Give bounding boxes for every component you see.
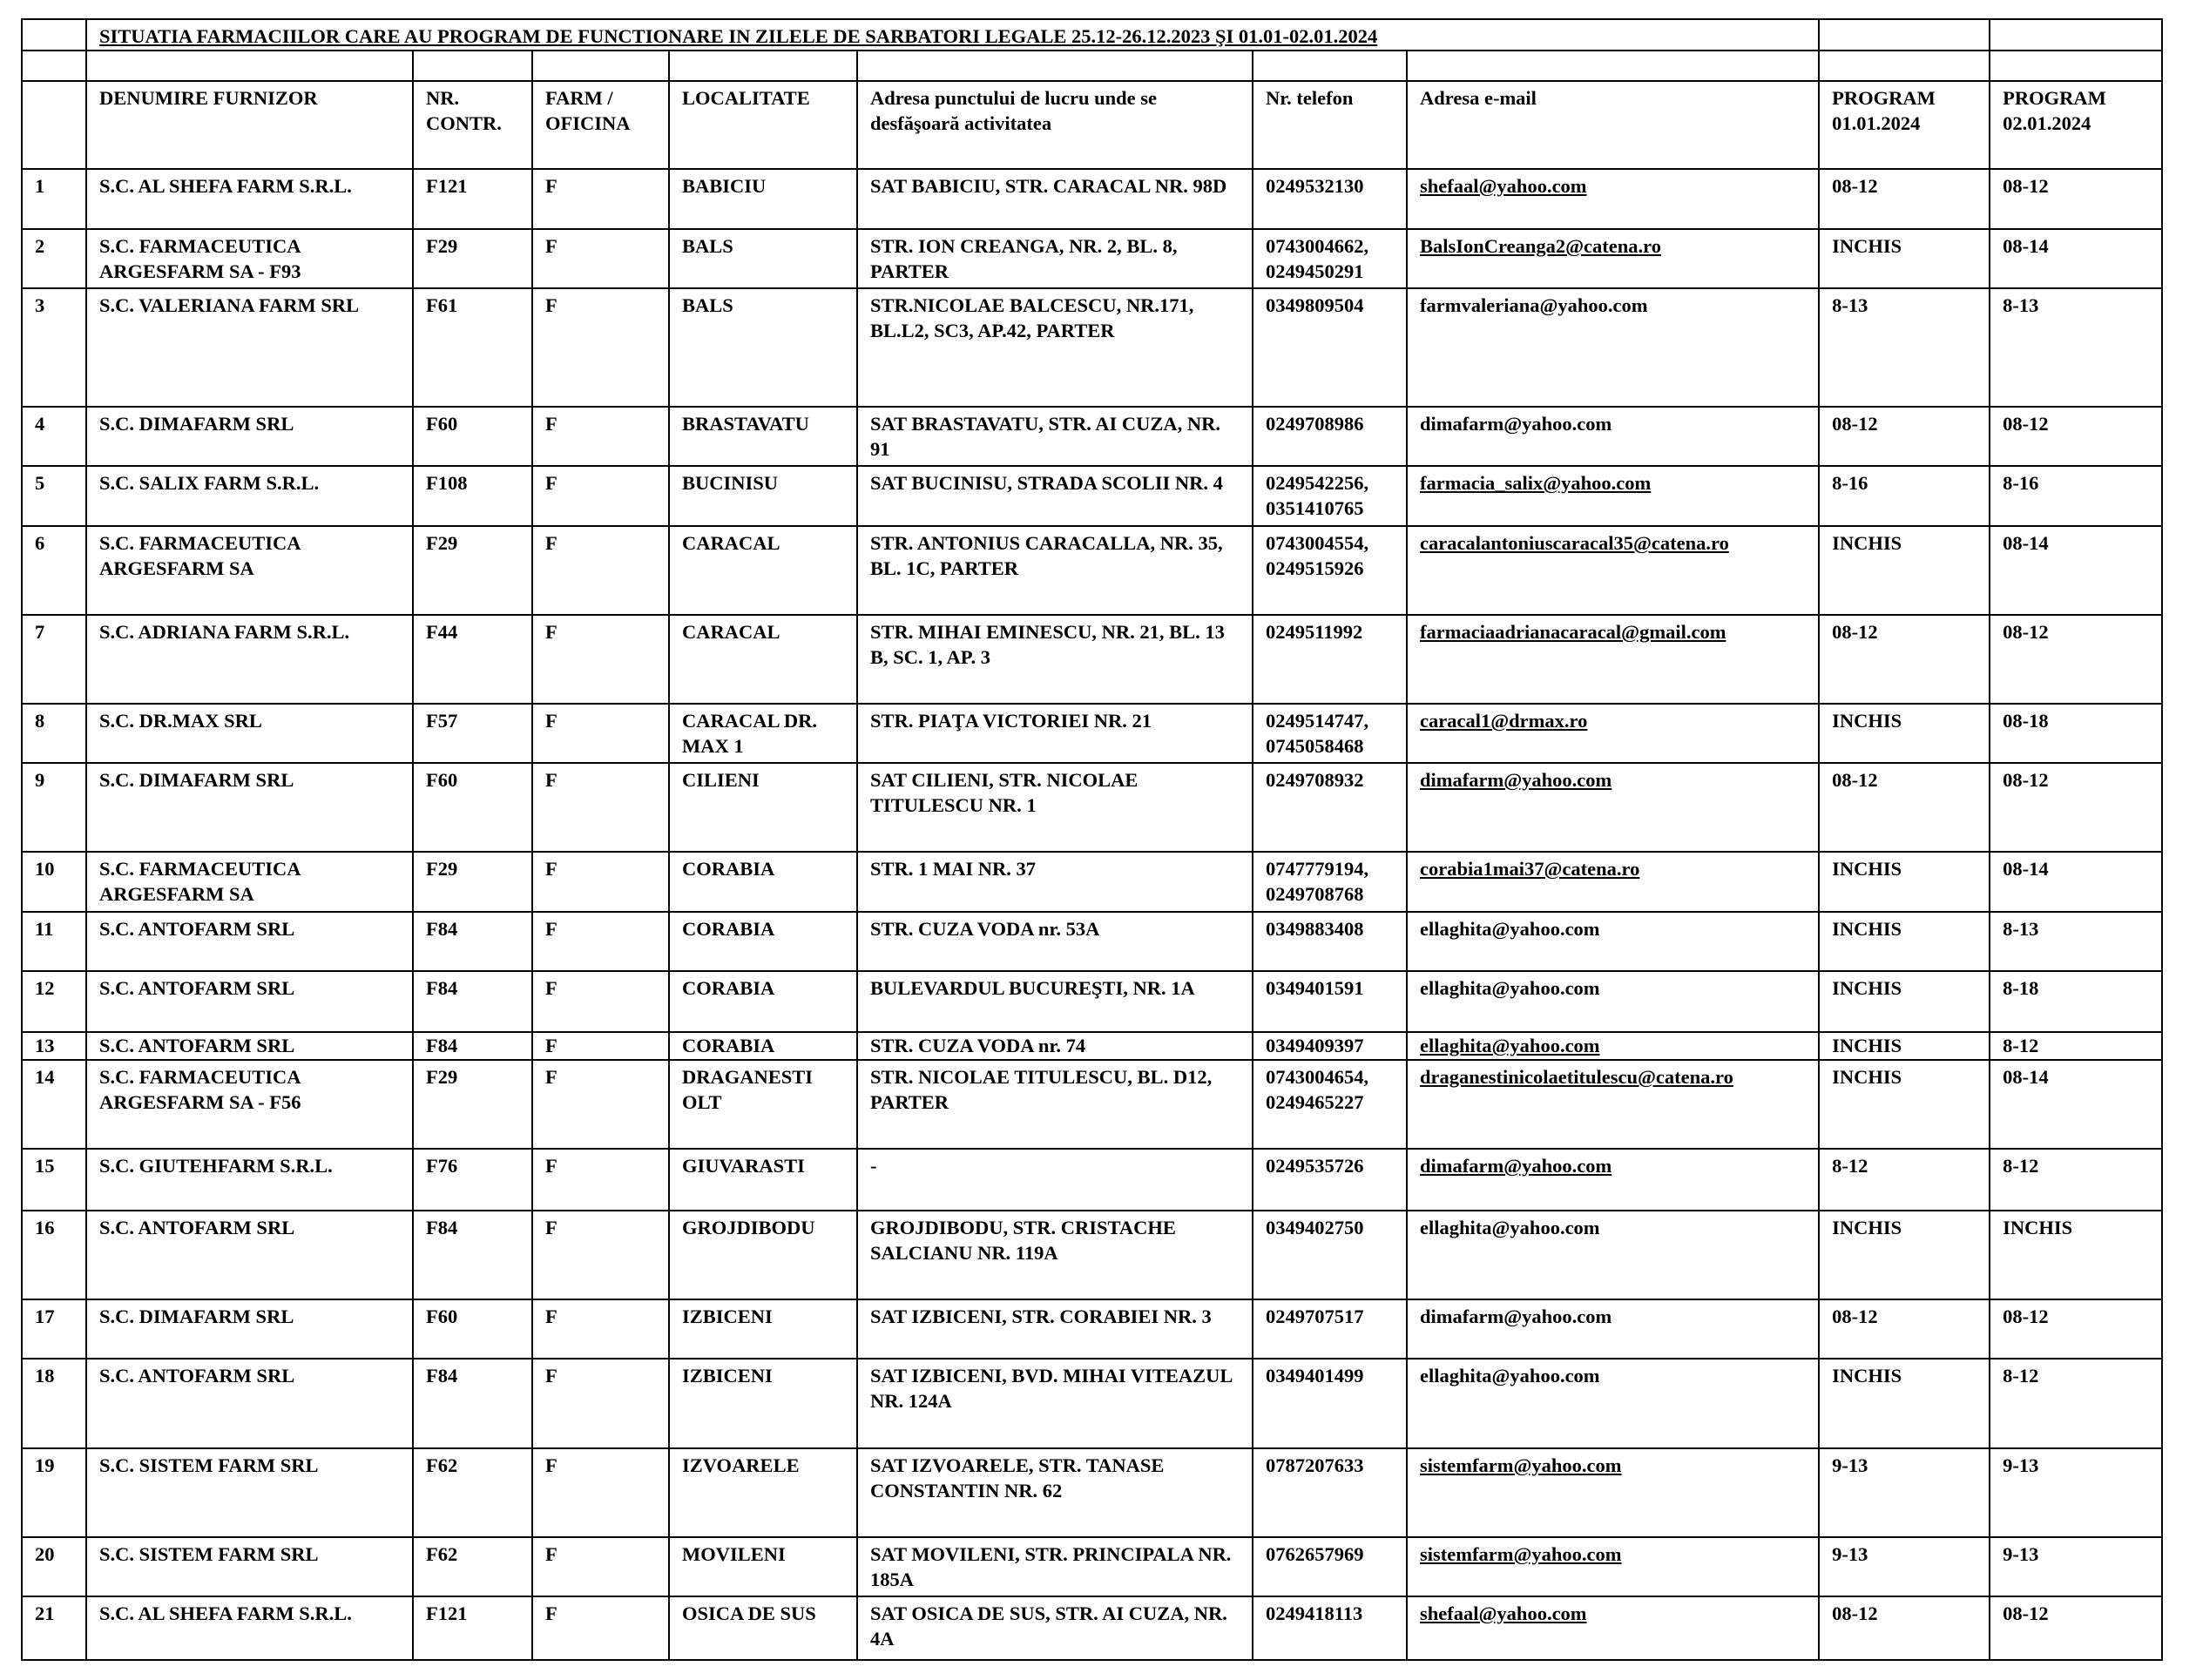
cell-contract: F60 xyxy=(413,1299,532,1359)
cell-contract: F84 xyxy=(413,1032,532,1060)
cell-furnizor: S.C. SISTEM FARM SRL xyxy=(86,1448,413,1537)
header-adresa: Adresa punctului de lucru unde se desfăşoară activitatea xyxy=(857,81,1253,169)
cell-furnizor: S.C. FARMACEUTICA ARGESFARM SA xyxy=(86,526,413,615)
cell-program2: 08-18 xyxy=(1990,704,2162,763)
table-row xyxy=(22,1149,2162,1211)
cell-telefon: 0249535726 xyxy=(1253,1149,1407,1211)
cell-email-link[interactable]: BalsIonCreanga2@catena.ro xyxy=(1407,229,1819,288)
cell-adresa: SAT IZBICENI, BVD. MIHAI VITEAZUL NR. 124A xyxy=(857,1359,1253,1448)
cell-program2: 08-12 xyxy=(1990,169,2162,229)
cell-telefon: 0743004662, 0249450291 xyxy=(1253,229,1407,288)
cell-adresa: STR. PIAŢA VICTORIEI NR. 21 xyxy=(857,704,1253,763)
cell-program2: 08-12 xyxy=(1990,407,2162,466)
cell-farm: F xyxy=(532,1032,669,1060)
cell-telefon: 0249708986 xyxy=(1253,407,1407,466)
cell-farm: F xyxy=(532,407,669,466)
cell-contract: F84 xyxy=(413,1359,532,1448)
cell-email-link[interactable]: caracalantoniuscaracal35@catena.ro xyxy=(1407,526,1819,615)
header-contract: NR. CONTR. xyxy=(413,81,532,169)
cell-program1: INCHIS xyxy=(1819,1060,1990,1149)
cell-farm: F xyxy=(532,1537,669,1596)
cell-furnizor: S.C. DIMAFARM SRL xyxy=(86,763,413,852)
cell-nr: 17 xyxy=(22,1299,86,1359)
cell-telefon: 0249514747, 0745058468 xyxy=(1253,704,1407,763)
cell-furnizor: S.C. FARMACEUTICA ARGESFARM SA - F93 xyxy=(86,229,413,288)
table-row xyxy=(22,1537,2162,1596)
cell-program1: INCHIS xyxy=(1819,1211,1990,1299)
cell-contract: F84 xyxy=(413,1211,532,1299)
cell-adresa: - xyxy=(857,1149,1253,1211)
cell-furnizor: S.C. DIMAFARM SRL xyxy=(86,1299,413,1359)
table-row xyxy=(22,704,2162,763)
title-row-empty-cell xyxy=(1990,19,2162,51)
cell-farm: F xyxy=(532,169,669,229)
header-nr xyxy=(22,81,86,169)
cell-telefon: 0349883408 xyxy=(1253,912,1407,971)
cell-program1: INCHIS xyxy=(1819,1032,1990,1060)
table-row xyxy=(22,1448,2162,1537)
cell-email-link: farmvaleriana@yahoo.com xyxy=(1407,288,1819,407)
cell-furnizor: S.C. AL SHEFA FARM S.R.L. xyxy=(86,169,413,229)
cell-program1: INCHIS xyxy=(1819,852,1990,912)
cell-email-link[interactable]: sistemfarm@yahoo.com xyxy=(1407,1537,1819,1596)
cell-telefon: 0743004554, 0249515926 xyxy=(1253,526,1407,615)
cell-contract: F62 xyxy=(413,1537,532,1596)
cell-program1: 9-13 xyxy=(1819,1448,1990,1537)
cell-nr: 18 xyxy=(22,1359,86,1448)
cell-program1: 08-12 xyxy=(1819,1596,1990,1660)
cell-adresa: GROJDIBODU, STR. CRISTACHE SALCIANU NR. 119A xyxy=(857,1211,1253,1299)
cell-localitate: CORABIA xyxy=(669,971,857,1032)
cell-nr: 12 xyxy=(22,971,86,1032)
table-row xyxy=(22,615,2162,704)
cell-localitate: CORABIA xyxy=(669,852,857,912)
cell-program1: INCHIS xyxy=(1819,229,1990,288)
blank-cell xyxy=(1990,51,2162,81)
table-row xyxy=(22,1359,2162,1448)
cell-contract: F44 xyxy=(413,615,532,704)
cell-farm: F xyxy=(532,1448,669,1537)
cell-localitate: IZVOARELE xyxy=(669,1448,857,1537)
cell-email-link[interactable]: dimafarm@yahoo.com xyxy=(1407,763,1819,852)
cell-localitate: GROJDIBODU xyxy=(669,1211,857,1299)
cell-nr: 10 xyxy=(22,852,86,912)
cell-telefon: 0747779194, 0249708768 xyxy=(1253,852,1407,912)
cell-contract: F84 xyxy=(413,912,532,971)
cell-localitate: BALS xyxy=(669,229,857,288)
title-row-empty-cell xyxy=(1819,19,1990,51)
table-row xyxy=(22,1032,2162,1060)
table-row xyxy=(22,1596,2162,1660)
blank-cell xyxy=(669,51,857,81)
table-row xyxy=(22,912,2162,971)
cell-farm: F xyxy=(532,852,669,912)
cell-nr: 8 xyxy=(22,704,86,763)
cell-localitate: CORABIA xyxy=(669,912,857,971)
cell-email-link: dimafarm@yahoo.com xyxy=(1407,1299,1819,1359)
cell-nr: 16 xyxy=(22,1211,86,1299)
cell-email-link[interactable]: shefaal@yahoo.com xyxy=(1407,169,1819,229)
cell-furnizor: S.C. AL SHEFA FARM S.R.L. xyxy=(86,1596,413,1660)
cell-furnizor: S.C. GIUTEHFARM S.R.L. xyxy=(86,1149,413,1211)
cell-farm: F xyxy=(532,704,669,763)
cell-email-link[interactable]: sistemfarm@yahoo.com xyxy=(1407,1448,1819,1537)
cell-farm: F xyxy=(532,466,669,526)
cell-program2: 8-16 xyxy=(1990,466,2162,526)
cell-telefon: 0349401591 xyxy=(1253,971,1407,1032)
table-row xyxy=(22,526,2162,615)
header-furnizor: DENUMIRE FURNIZOR xyxy=(86,81,413,169)
cell-program2: 8-12 xyxy=(1990,1149,2162,1211)
cell-furnizor: S.C. FARMACEUTICA ARGESFARM SA xyxy=(86,852,413,912)
table-row xyxy=(22,1299,2162,1359)
cell-email-link[interactable]: draganestinicolaetitulescu@catena.ro xyxy=(1407,1060,1819,1149)
cell-telefon: 0349809504 xyxy=(1253,288,1407,407)
cell-contract: F60 xyxy=(413,407,532,466)
cell-localitate: IZBICENI xyxy=(669,1359,857,1448)
cell-program2: 08-14 xyxy=(1990,229,2162,288)
header-telefon: Nr. telefon xyxy=(1253,81,1407,169)
blank-cell xyxy=(1819,51,1990,81)
cell-contract: F29 xyxy=(413,1060,532,1149)
cell-nr: 7 xyxy=(22,615,86,704)
cell-program1: INCHIS xyxy=(1819,912,1990,971)
cell-furnizor: S.C. DIMAFARM SRL xyxy=(86,407,413,466)
cell-program1: 08-12 xyxy=(1819,615,1990,704)
cell-program1: INCHIS xyxy=(1819,704,1990,763)
cell-email-link[interactable]: farmaciaadrianacaracal@gmail.com xyxy=(1407,615,1819,704)
cell-furnizor: S.C. ANTOFARM SRL xyxy=(86,971,413,1032)
cell-farm: F xyxy=(532,1211,669,1299)
cell-program2: 08-12 xyxy=(1990,1299,2162,1359)
cell-farm: F xyxy=(532,1060,669,1149)
cell-nr: 4 xyxy=(22,407,86,466)
cell-email-link[interactable]: shefaal@yahoo.com xyxy=(1407,1596,1819,1660)
cell-nr: 15 xyxy=(22,1149,86,1211)
cell-farm: F xyxy=(532,615,669,704)
blank-cell xyxy=(413,51,532,81)
cell-adresa: STR. CUZA VODA nr. 74 xyxy=(857,1032,1253,1060)
table-row xyxy=(22,1060,2162,1149)
cell-email-link: ellaghita@yahoo.com xyxy=(1407,1359,1819,1448)
cell-farm: F xyxy=(532,288,669,407)
cell-adresa: STR. ANTONIUS CARACALLA, NR. 35, BL. 1C, PARTER xyxy=(857,526,1253,615)
cell-localitate: BRASTAVATU xyxy=(669,407,857,466)
cell-adresa: SAT MOVILENI, STR. PRINCIPALA NR. 185A xyxy=(857,1537,1253,1596)
cell-telefon: 0762657969 xyxy=(1253,1537,1407,1596)
cell-furnizor: S.C. ANTOFARM SRL xyxy=(86,1211,413,1299)
cell-email-link[interactable]: dimafarm@yahoo.com xyxy=(1407,1149,1819,1211)
cell-localitate: CARACAL DR. MAX 1 xyxy=(669,704,857,763)
cell-adresa: SAT IZBICENI, STR. CORABIEI NR. 3 xyxy=(857,1299,1253,1359)
cell-telefon: 0349401499 xyxy=(1253,1359,1407,1448)
cell-contract: F57 xyxy=(413,704,532,763)
cell-email-link: dimafarm@yahoo.com xyxy=(1407,407,1819,466)
blank-cell xyxy=(22,51,86,81)
table-row xyxy=(22,971,2162,1032)
cell-contract: F61 xyxy=(413,288,532,407)
cell-furnizor: S.C. ANTOFARM SRL xyxy=(86,1032,413,1060)
cell-farm: F xyxy=(532,1299,669,1359)
cell-nr: 14 xyxy=(22,1060,86,1149)
cell-localitate: OSICA DE SUS xyxy=(669,1596,857,1660)
cell-adresa: SAT BRASTAVATU, STR. AI CUZA, NR. 91 xyxy=(857,407,1253,466)
cell-furnizor: S.C. ADRIANA FARM S.R.L. xyxy=(86,615,413,704)
cell-localitate: BUCINISU xyxy=(669,466,857,526)
cell-program2: 9-13 xyxy=(1990,1448,2162,1537)
cell-farm: F xyxy=(532,1359,669,1448)
cell-localitate: BABICIU xyxy=(669,169,857,229)
table-row xyxy=(22,1211,2162,1299)
cell-contract: F62 xyxy=(413,1448,532,1537)
cell-localitate: CARACAL xyxy=(669,526,857,615)
cell-program2: 08-14 xyxy=(1990,526,2162,615)
header-program1: PROGRAM 01.01.2024 xyxy=(1819,81,1990,169)
cell-contract: F121 xyxy=(413,1596,532,1660)
cell-program1: 8-12 xyxy=(1819,1149,1990,1211)
cell-nr: 21 xyxy=(22,1596,86,1660)
cell-telefon: 0249532130 xyxy=(1253,169,1407,229)
cell-furnizor: S.C. SALIX FARM S.R.L. xyxy=(86,466,413,526)
header-row xyxy=(22,81,2162,169)
cell-telefon: 0349402750 xyxy=(1253,1211,1407,1299)
cell-adresa: SAT BUCINISU, STRADA SCOLII NR. 4 xyxy=(857,466,1253,526)
cell-adresa: SAT CILIENI, STR. NICOLAE TITULESCU NR. 1 xyxy=(857,763,1253,852)
header-email: Adresa e-mail xyxy=(1407,81,1819,169)
cell-adresa: SAT IZVOARELE, STR. TANASE CONSTANTIN NR. 62 xyxy=(857,1448,1253,1537)
title-row-empty-cell xyxy=(22,19,86,51)
table-row xyxy=(22,229,2162,288)
cell-email-link[interactable]: ellaghita@yahoo.com xyxy=(1407,1032,1819,1060)
blank-cell xyxy=(532,51,669,81)
cell-furnizor: S.C. VALERIANA FARM SRL xyxy=(86,288,413,407)
pharmacy-schedule-table xyxy=(21,18,2163,1661)
cell-program1: 08-12 xyxy=(1819,763,1990,852)
cell-localitate: CILIENI xyxy=(669,763,857,852)
cell-farm: F xyxy=(532,763,669,852)
cell-program1: 8-16 xyxy=(1819,466,1990,526)
cell-localitate: IZBICENI xyxy=(669,1299,857,1359)
table-row xyxy=(22,169,2162,229)
cell-program1: 08-12 xyxy=(1819,407,1990,466)
cell-contract: F60 xyxy=(413,763,532,852)
cell-localitate: CORABIA xyxy=(669,1032,857,1060)
cell-program2: 8-13 xyxy=(1990,288,2162,407)
cell-furnizor: S.C. SISTEM FARM SRL xyxy=(86,1537,413,1596)
cell-nr: 19 xyxy=(22,1448,86,1537)
cell-telefon: 0249542256, 0351410765 xyxy=(1253,466,1407,526)
cell-nr: 1 xyxy=(22,169,86,229)
cell-program2: 8-13 xyxy=(1990,912,2162,971)
cell-adresa: STR. 1 MAI NR. 37 xyxy=(857,852,1253,912)
blank-cell xyxy=(1407,51,1819,81)
cell-telefon: 0249511992 xyxy=(1253,615,1407,704)
cell-program2: INCHIS xyxy=(1990,1211,2162,1299)
cell-nr: 9 xyxy=(22,763,86,852)
table-row xyxy=(22,763,2162,852)
cell-adresa: STR.NICOLAE BALCESCU, NR.171, BL.L2, SC3, AP.42, PARTER xyxy=(857,288,1253,407)
cell-furnizor: S.C. ANTOFARM SRL xyxy=(86,912,413,971)
cell-localitate: DRAGANESTI OLT xyxy=(669,1060,857,1149)
cell-email-link: ellaghita@yahoo.com xyxy=(1407,1211,1819,1299)
cell-contract: F76 xyxy=(413,1149,532,1211)
cell-localitate: MOVILENI xyxy=(669,1537,857,1596)
blank-cell xyxy=(1253,51,1407,81)
cell-contract: F29 xyxy=(413,526,532,615)
cell-program2: 08-14 xyxy=(1990,1060,2162,1149)
cell-program1: INCHIS xyxy=(1819,1359,1990,1448)
cell-farm: F xyxy=(532,526,669,615)
table-row xyxy=(22,466,2162,526)
cell-program2: 08-14 xyxy=(1990,852,2162,912)
cell-adresa: STR. CUZA VODA nr. 53A xyxy=(857,912,1253,971)
cell-nr: 3 xyxy=(22,288,86,407)
document-title: SITUATIA FARMACIILOR CARE AU PROGRAM DE FUNCTIONARE IN ZILELE DE SARBATORI LEGALE 25.12-26.12.2023 ŞI 01.01-02.01.2024 xyxy=(86,19,1819,51)
table-row xyxy=(22,288,2162,407)
cell-contract: F84 xyxy=(413,971,532,1032)
cell-telefon: 0787207633 xyxy=(1253,1448,1407,1537)
cell-farm: F xyxy=(532,229,669,288)
cell-program1: 9-13 xyxy=(1819,1537,1990,1596)
cell-program2: 8-12 xyxy=(1990,1359,2162,1448)
title-row xyxy=(22,19,2162,51)
header-localitate: LOCALITATE xyxy=(669,81,857,169)
cell-telefon: 0249708932 xyxy=(1253,763,1407,852)
cell-telefon: 0249418113 xyxy=(1253,1596,1407,1660)
cell-farm: F xyxy=(532,1149,669,1211)
cell-nr: 11 xyxy=(22,912,86,971)
blank-cell xyxy=(86,51,413,81)
cell-localitate: GIUVARASTI xyxy=(669,1149,857,1211)
cell-telefon: 0349409397 xyxy=(1253,1032,1407,1060)
cell-furnizor: S.C. FARMACEUTICA ARGESFARM SA - F56 xyxy=(86,1060,413,1149)
cell-program1: 08-12 xyxy=(1819,169,1990,229)
cell-contract: F29 xyxy=(413,229,532,288)
cell-nr: 13 xyxy=(22,1032,86,1060)
cell-email-link[interactable]: corabia1mai37@catena.ro xyxy=(1407,852,1819,912)
cell-email-link: ellaghita@yahoo.com xyxy=(1407,912,1819,971)
cell-nr: 2 xyxy=(22,229,86,288)
cell-furnizor: S.C. DR.MAX SRL xyxy=(86,704,413,763)
cell-program2: 9-13 xyxy=(1990,1537,2162,1596)
blank-row xyxy=(22,51,2162,81)
cell-nr: 6 xyxy=(22,526,86,615)
cell-farm: F xyxy=(532,912,669,971)
cell-program2: 08-12 xyxy=(1990,615,2162,704)
cell-farm: F xyxy=(532,1596,669,1660)
cell-program2: 08-12 xyxy=(1990,1596,2162,1660)
cell-email-link: ellaghita@yahoo.com xyxy=(1407,971,1819,1032)
cell-adresa: SAT OSICA DE SUS, STR. AI CUZA, NR. 4A xyxy=(857,1596,1253,1660)
cell-contract: F108 xyxy=(413,466,532,526)
cell-telefon: 0249707517 xyxy=(1253,1299,1407,1359)
table-row xyxy=(22,407,2162,466)
cell-farm: F xyxy=(532,971,669,1032)
cell-contract: F29 xyxy=(413,852,532,912)
cell-program1: 08-12 xyxy=(1819,1299,1990,1359)
header-farm: FARM / OFICINA xyxy=(532,81,669,169)
cell-localitate: BALS xyxy=(669,288,857,407)
cell-adresa: STR. MIHAI EMINESCU, NR. 21, BL. 13 B, SC. 1, AP. 3 xyxy=(857,615,1253,704)
cell-adresa: BULEVARDUL BUCUREŞTI, NR. 1A xyxy=(857,971,1253,1032)
blank-cell xyxy=(857,51,1253,81)
header-program2: PROGRAM 02.01.2024 xyxy=(1990,81,2162,169)
cell-adresa: STR. NICOLAE TITULESCU, BL. D12, PARTER xyxy=(857,1060,1253,1149)
cell-nr: 5 xyxy=(22,466,86,526)
cell-localitate: CARACAL xyxy=(669,615,857,704)
cell-furnizor: S.C. ANTOFARM SRL xyxy=(86,1359,413,1448)
table-row xyxy=(22,852,2162,912)
cell-program2: 8-18 xyxy=(1990,971,2162,1032)
cell-nr: 20 xyxy=(22,1537,86,1596)
cell-program2: 08-12 xyxy=(1990,763,2162,852)
cell-contract: F121 xyxy=(413,169,532,229)
cell-adresa: SAT BABICIU, STR. CARACAL NR. 98D xyxy=(857,169,1253,229)
cell-adresa: STR. ION CREANGA, NR. 2, BL. 8, PARTER xyxy=(857,229,1253,288)
cell-telefon: 0743004654, 0249465227 xyxy=(1253,1060,1407,1149)
cell-program1: 8-13 xyxy=(1819,288,1990,407)
cell-program1: INCHIS xyxy=(1819,971,1990,1032)
cell-program1: INCHIS xyxy=(1819,526,1990,615)
cell-program2: 8-12 xyxy=(1990,1032,2162,1060)
cell-email-link[interactable]: farmacia_salix@yahoo.com xyxy=(1407,466,1819,526)
cell-email-link[interactable]: caracal1@drmax.ro xyxy=(1407,704,1819,763)
